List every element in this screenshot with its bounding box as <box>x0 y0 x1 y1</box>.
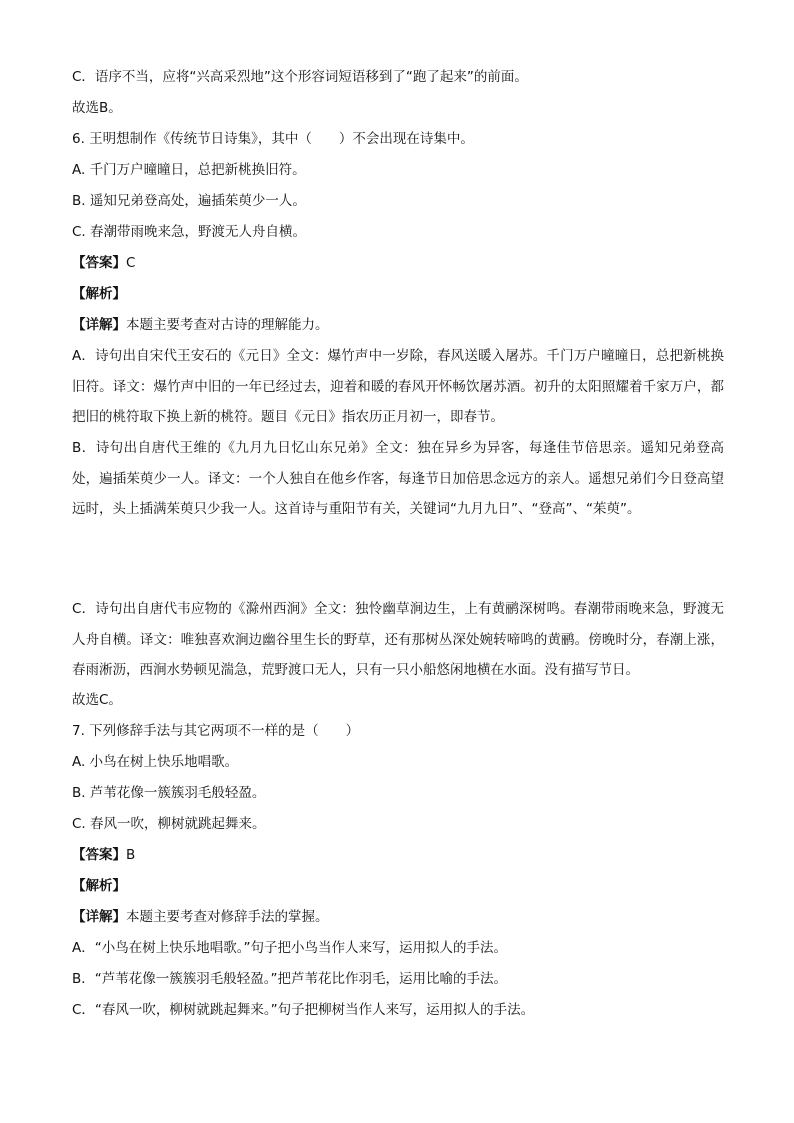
question-6-option-c: C. 春潮带雨晚来急，野渡无人舟自横。 <box>72 224 307 240</box>
prev-explanation-c: C．语序不当，应将“兴高采烈地”这个形容词短语移到了“跑了起来”的前面。 <box>72 69 528 85</box>
question-7-explanation-c: C．“春风一吹，柳树就跳起舞来。”句子把柳树当作人来写，运用拟人的手法。 <box>72 1002 535 1018</box>
analysis-label: 【解析】 <box>72 286 126 302</box>
question-6-analysis-heading <box>72 284 126 304</box>
question-6-explanation-b: B．诗句出自唐代王维的《九月九日忆山东兄弟》全文：独在异乡为异客，每逢佳节倍思亲。遥知兄弟登高处，遍插茱萸少一人。译文：一个人独自在他乡作客，每逢节日加倍思念远方的亲人。遥想兄弟们今日登高望远时，头上插满茱萸只少我一人。这首诗与重阳节有关，关键词“九月九日”、“登高”、“茱萸”。 <box>72 440 724 517</box>
question-6-option-b: B. 遥知兄弟登高处，遍插茱萸少一人。 <box>72 193 306 209</box>
question-6-stem: 6. 王明想制作《传统节日诗集》，其中（ ）不会出现在诗集中。 <box>72 131 474 147</box>
detail-label: 【详解】 <box>72 317 126 333</box>
question-7-option-c: C. 春风一吹，柳树就跳起舞来。 <box>72 816 266 832</box>
answer-value: C <box>126 255 136 271</box>
question-6-choose: 故选C。 <box>72 692 122 708</box>
question-7-analysis-heading <box>72 876 126 896</box>
question-7-stem: 7. 下列修辞手法与其它两项不一样的是（ ） <box>72 723 360 739</box>
detail-label: 【详解】 <box>72 909 126 925</box>
detail-text: 本题主要考查对修辞手法的掌握。 <box>126 909 329 925</box>
answer-label: 【答案】 <box>72 847 126 863</box>
analysis-label: 【解析】 <box>72 878 126 894</box>
answer-value: B <box>126 847 136 863</box>
question-6-explanation-a: A．诗句出自宋代王安石的《元日》全文：爆竹声中一岁除，春风送暖入屠苏。千门万户曈曈日，总把新桃换旧符。译文：爆竹声中旧的一年已经过去，迎着和暖的春风开怀畅饮屠苏酒。初升的太阳照耀着千家万户，都把旧的桃符取下换上新的桃符。题目《元日》指农历正月初一，即春节。 <box>72 348 724 425</box>
question-6-detail <box>72 315 329 335</box>
question-7-explanation-b: B．“芦苇花像一簇簇羽毛般轻盈。”把芦苇花比作羽毛，运用比喻的手法。 <box>72 971 507 987</box>
question-7-detail <box>72 907 329 927</box>
question-7-option-b: B. 芦苇花像一簇簇羽毛般轻盈。 <box>72 785 266 801</box>
detail-text: 本题主要考查对古诗的理解能力。 <box>126 317 329 333</box>
question-6-answer <box>72 253 135 273</box>
question-6-option-a: A. 千门万户曈曈日，总把新桃换旧符。 <box>72 162 306 178</box>
prev-choose: 故选B。 <box>72 100 122 116</box>
question-6-explanation-c: C．诗句出自唐代韦应物的《滁州西涧》全文：独怜幽草涧边生，上有黄鹂深树鸣。春潮带雨晚来急，野渡无人舟自横。译文：唯独喜欢涧边幽谷里生长的野草，还有那树丛深处婉转啼鸣的黄鹂。傍晚时分，春潮上涨，春雨淅沥，西涧水势顿见湍急，荒野渡口无人，只有一只小船悠闲地横在水面。没有描写节日。 <box>72 601 724 678</box>
question-7-option-a: A. 小鸟在树上快乐地唱歌。 <box>72 754 239 770</box>
question-7-answer <box>72 845 135 865</box>
question-7-explanation-a: A．“小鸟在树上快乐地唱歌。”句子把小鸟当作人来写，运用拟人的手法。 <box>72 940 507 956</box>
answer-label: 【答案】 <box>72 255 126 271</box>
